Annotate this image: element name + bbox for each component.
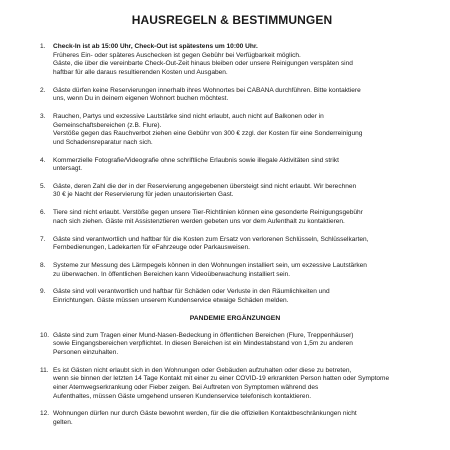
rule-text bbox=[53, 332, 420, 358]
rule-line: Einrichtungen. Gäste müssen unserem Kundenservice etwaige Schäden melden. bbox=[53, 296, 289, 304]
rule-line: Gäste sind verantwortlich und haftbar für die Kosten zum Ersatz von verlorenen Schlüsseln, Schlüsselkarten, bbox=[53, 235, 369, 243]
rule-number: 4. bbox=[40, 156, 46, 164]
rule-line: Wohnungen dürfen nur durch Gäste bewohnt werden, für die die offiziellen Kontaktbeschränkungen nicht bbox=[53, 410, 357, 418]
rule-line: Kommerzielle Fotografie/Videografie ohne schriftliche Erlaubnis sowie illegale Aktivitäten sind strikt bbox=[53, 156, 339, 164]
rule-item bbox=[40, 410, 420, 427]
rule-line: haftbar für alle daraus resultierenden Kosten und Ausgaben. bbox=[53, 68, 228, 76]
rule-line: Personen einzuhalten. bbox=[53, 348, 119, 356]
rule-text bbox=[53, 113, 420, 147]
rule-item bbox=[40, 209, 420, 226]
rule-text bbox=[53, 367, 420, 401]
rule-line: Systeme zur Messung des Lärmpegels können in den Wohnungen installiert sein, um exzessive Lautstärken bbox=[53, 262, 367, 269]
rule-line: Gäste, deren Zahl die der in der Reservierung angegebenen übersteigt sind nicht erlaubt. Wir berechnen bbox=[53, 182, 357, 190]
rule-line: Es ist Gästen nicht erlaubt sich in den Wohnungen oder Gebäuden aufzuhalten oder diese zu betreten, bbox=[53, 366, 352, 374]
rule-number: 5. bbox=[40, 182, 46, 190]
rule-text bbox=[53, 262, 420, 279]
rule-line: wenn sie binnen der letzten 14 Tage Kontakt mit einer zu einer COVID-19 erkrankten Person hatten oder Symptome bbox=[53, 375, 390, 383]
rule-line: Rauchen, Partys und exzessive Lautstärke sind nicht erlaubt, auch nicht auf Balkonen oder in bbox=[53, 112, 324, 120]
rule-item bbox=[40, 183, 420, 200]
rule-line: Gemeinschaftsbereichen (z.B. Flure). bbox=[53, 121, 162, 129]
rule-number: 12. bbox=[40, 410, 50, 418]
rule-number: 6. bbox=[40, 209, 46, 217]
rule-text bbox=[53, 183, 420, 200]
rule-item bbox=[40, 157, 420, 174]
rule-number: 1. bbox=[40, 43, 46, 50]
rule-line: nach sich ziehen. Gäste mit Assistenztieren werden gebeten uns vor dem Aufenthalt zu kontaktieren. bbox=[53, 217, 345, 225]
rule-item bbox=[40, 43, 420, 77]
rules-list bbox=[40, 43, 420, 306]
rule-line: Fernbedienungen, Ladekarten für eFahrzeuge oder Parkausweisen. bbox=[53, 244, 250, 252]
rule-item bbox=[40, 262, 420, 279]
rule-line: Tiere sind nicht erlaubt. Verstöße gegen unsere Tier-Richtlinien können eine gesonderte Reinigungsgebühr bbox=[53, 209, 363, 217]
rule-item bbox=[40, 236, 420, 253]
document-title: HAUSREGELN & BESTIMMUNGEN bbox=[131, 13, 333, 27]
rule-number: 10. bbox=[40, 331, 50, 339]
rule-line: Aufenthaltes, müssen Gäste umgehend unseren Kundenservice telefonisch kontaktieren. bbox=[53, 392, 312, 400]
pandemic-rules-list bbox=[40, 332, 420, 428]
rule-line: Gäste, die über die vereinbarte Check-Out-Zeit hinaus bleiben oder unsere Reinigungen verspäten sind bbox=[53, 60, 353, 68]
rule-line: einer Atemwegserkrankung oder Fieber zeigen. Bei Auftreten von Symptomen während des bbox=[53, 383, 319, 391]
rule-item bbox=[40, 113, 420, 147]
rule-line: gelten. bbox=[53, 418, 73, 426]
rule-text bbox=[53, 87, 420, 104]
rule-item bbox=[40, 367, 420, 401]
rule-line: Gäste dürfen keine Reservierungen innerhalb ihres Wohnortes bei CABANA durchführen. Bitte kontaktiere bbox=[53, 86, 361, 94]
rule-text bbox=[53, 410, 420, 427]
rule-item bbox=[40, 87, 420, 104]
rule-number: 11. bbox=[40, 366, 49, 374]
rule-line: Check-In ist ab 15:00 Uhr, Check-Out ist spätestens um 10:00 Uhr. bbox=[53, 43, 258, 50]
rule-number: 2. bbox=[40, 86, 46, 94]
pandemic-section-title: PANDEMIE ERGÄNZUNGEN bbox=[189, 314, 281, 322]
rule-text bbox=[53, 43, 420, 77]
rule-line: untersagt. bbox=[53, 165, 83, 173]
rule-text bbox=[53, 236, 420, 253]
rule-number: 3. bbox=[40, 112, 46, 120]
rule-line: Gäste sind voll verantwortlich und haftbar für Schäden oder Verluste in den Räumlichkeiten und bbox=[53, 288, 330, 296]
rule-line: und Schadensreparatur nach sich. bbox=[53, 138, 153, 146]
rule-line: zu überwachen. In öffentlichen Bereichen kann Videoüberwachung installiert sein. bbox=[53, 270, 291, 278]
rule-line: Verstöße gegen das Rauchverbot ziehen eine Gebühr von 300 € zzgl. der Kosten für eine Sonderreinigung bbox=[53, 130, 363, 138]
rule-item bbox=[40, 332, 420, 358]
rule-number: 7. bbox=[40, 235, 46, 243]
rule-text bbox=[53, 209, 420, 226]
rule-item bbox=[40, 288, 420, 305]
rule-text bbox=[53, 157, 420, 174]
rule-text bbox=[53, 288, 420, 305]
rule-line: 30 € je Nacht der Reservierung für jeden unautorisierten Gast. bbox=[53, 191, 234, 199]
rule-line: sowie Eingangsbereichen verpflichtet. In diesen Bereichen ist ein Mindestabstand von 1,5m zu anderen bbox=[53, 340, 353, 348]
rule-line: Früheres Ein- oder späteres Auschecken ist gegen Gebühr bei Verfügbarkeit möglich. bbox=[53, 51, 301, 59]
rule-line: Gäste sind zum Tragen einer Mund-Nasen-Bedeckung in öffentlichen Bereichen (Flure, Treppenhäuser) bbox=[53, 331, 354, 339]
rule-number: 9. bbox=[40, 288, 46, 296]
rule-line: uns, wenn Du in deinem eigenen Wohnort buchen möchtest. bbox=[53, 95, 229, 103]
rule-number: 8. bbox=[40, 262, 46, 269]
